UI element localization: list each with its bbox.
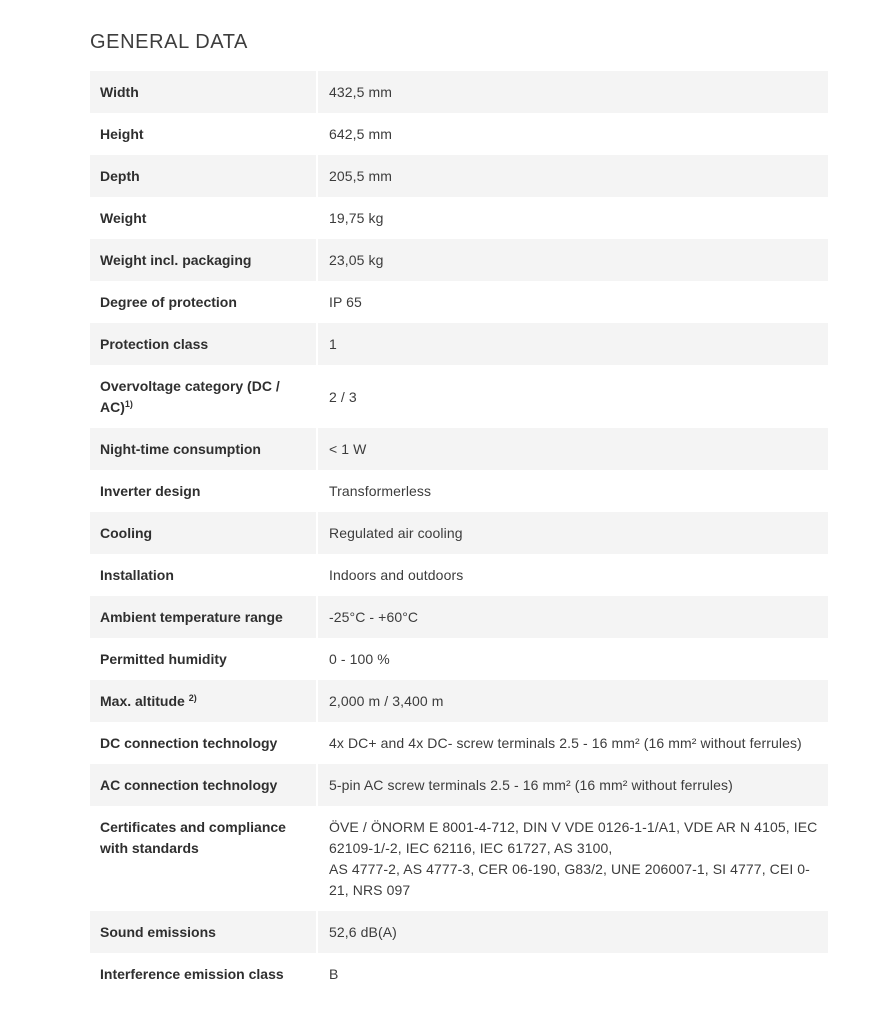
spec-value: ÖVE / ÖNORM E 8001-4-712, DIN V VDE 0126-1-1/A1, VDE AR N 4105, IEC 62109-1/-2, IEC 62116, IEC 61727, AS 3100, AS 4777-2, AS 4777-3, CER 06-190, G83/2, UNE 206007-1, SI 4777, CEI 0-21, NRS 097 bbox=[329, 819, 818, 898]
spec-value: Regulated air cooling bbox=[318, 512, 828, 554]
table-row bbox=[90, 197, 828, 239]
spec-value: Indoors and outdoors bbox=[329, 567, 464, 583]
spec-value: 2,000 m / 3,400 m bbox=[318, 680, 828, 722]
spec-value: 52,6 dB(A) bbox=[318, 911, 828, 953]
table-row bbox=[90, 722, 828, 764]
spec-label: Width bbox=[90, 71, 318, 113]
footnote-marker: 2) bbox=[188, 693, 197, 703]
spec-label: Weight incl. packaging bbox=[90, 239, 318, 281]
table-row bbox=[90, 428, 828, 470]
spec-value: Transformerless bbox=[329, 483, 432, 499]
spec-label: Inverter design bbox=[90, 470, 318, 512]
table-row bbox=[90, 113, 828, 155]
general-data-section bbox=[90, 28, 828, 982]
table-row bbox=[90, 554, 828, 596]
table-row bbox=[90, 596, 828, 638]
table-row bbox=[90, 911, 828, 953]
spec-value: 2 / 3 bbox=[329, 388, 357, 405]
spec-label: Weight bbox=[90, 197, 318, 239]
spec-label: Max. altitude $^{2)}$ bbox=[90, 680, 318, 722]
spec-value: 23,05 kg bbox=[318, 239, 828, 281]
spec-value: < 1 W bbox=[318, 428, 828, 470]
table-row bbox=[90, 512, 828, 554]
table-row bbox=[90, 953, 828, 995]
spec-label: AC connection technology bbox=[90, 764, 318, 806]
spec-label: Ambient temperature range bbox=[90, 596, 318, 638]
spec-value: IP 65 bbox=[329, 294, 362, 310]
spec-label: Certificates and compliance with standards bbox=[90, 806, 318, 911]
spec-value: 19,75 kg bbox=[329, 210, 384, 226]
table-row bbox=[90, 365, 828, 428]
table-row bbox=[90, 323, 828, 365]
spec-label: Depth bbox=[90, 155, 318, 197]
table-row bbox=[90, 71, 828, 113]
spec-value: 205,5 mm bbox=[318, 155, 828, 197]
table-row bbox=[90, 470, 828, 512]
table-row bbox=[90, 638, 828, 680]
table-row bbox=[90, 239, 828, 281]
spec-value: 1 bbox=[318, 323, 828, 365]
spec-label: Height bbox=[90, 113, 318, 155]
table-row bbox=[90, 764, 828, 806]
spec-value: 4x DC+ and 4x DC- screw terminals 2.5 - 16 mm² (16 mm² without ferrules) bbox=[329, 735, 802, 751]
spec-label: Overvoltage category (DC / AC)$^{1)}$ bbox=[90, 365, 318, 428]
spec-label: Sound emissions bbox=[90, 911, 318, 953]
spec-value: 5-pin AC screw terminals 2.5 - 16 mm² (16 mm² without ferrules) bbox=[318, 764, 828, 806]
spec-label: DC connection technology bbox=[90, 722, 318, 764]
table-row bbox=[90, 281, 828, 323]
spec-label: Installation bbox=[90, 554, 318, 596]
spec-value: 432,5 mm bbox=[318, 71, 828, 113]
spec-label: Night-time consumption bbox=[90, 428, 318, 470]
table-row bbox=[90, 680, 828, 722]
spec-label: Interference emission class bbox=[90, 953, 318, 995]
section-title: GENERAL DATA bbox=[90, 31, 248, 53]
spec-value: -25°C - +60°C bbox=[318, 596, 828, 638]
spec-label: Protection class bbox=[90, 323, 318, 365]
spec-value: 0 - 100 % bbox=[329, 651, 390, 667]
spec-table bbox=[90, 71, 828, 995]
spec-label: Degree of protection bbox=[90, 281, 318, 323]
table-row bbox=[90, 806, 828, 911]
spec-label: Cooling bbox=[90, 512, 318, 554]
footnote-marker: 1) bbox=[124, 399, 133, 409]
spec-value: 642,5 mm bbox=[329, 126, 393, 142]
table-row bbox=[90, 155, 828, 197]
spec-value: B bbox=[329, 966, 339, 982]
spec-label: Permitted humidity bbox=[90, 638, 318, 680]
